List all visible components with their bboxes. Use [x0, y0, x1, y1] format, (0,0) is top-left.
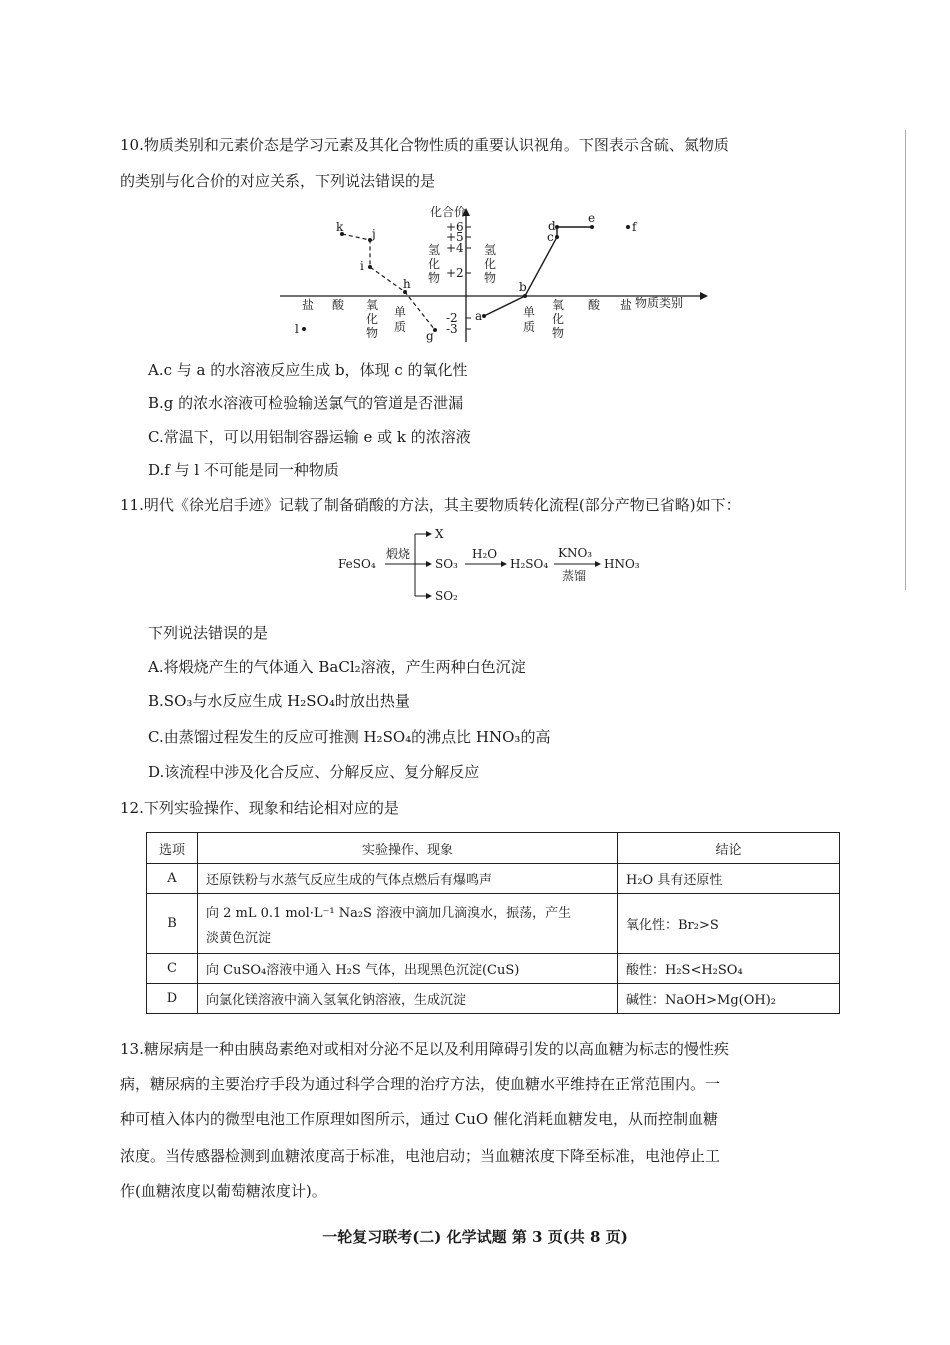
- svg-text:单: 单: [523, 305, 536, 319]
- svg-text:f: f: [632, 220, 637, 234]
- row-d-operation: 向氯化镁溶液中滴入氢氧化钠溶液，生成沉淀: [198, 984, 618, 1014]
- flow-x: X: [435, 527, 444, 541]
- svg-text:l: l: [295, 322, 299, 336]
- svg-text:h: h: [403, 277, 411, 291]
- point-h: [403, 277, 411, 294]
- table-row: [147, 894, 840, 954]
- header-conclusion: 结论: [618, 833, 840, 864]
- svg-text:氧: 氧: [552, 298, 565, 312]
- q10-option-c: C.常温下，可以用铝制容器运输 e 或 k 的浓溶液: [148, 428, 471, 446]
- q10-option-b: B.g 的浓水溶液可检验输送氯气的管道是否泄漏: [148, 394, 464, 412]
- svg-text:i: i: [360, 259, 364, 273]
- svg-text:氧: 氧: [366, 298, 379, 312]
- cat-right-element: [523, 305, 535, 334]
- header-operation: 实验操作、现象: [198, 833, 618, 864]
- svg-text:d: d: [548, 219, 556, 233]
- tick-plus4: +4: [446, 241, 464, 255]
- q11-option-c: C.由蒸馏过程发生的反应可推测 H₂SO₄的沸点比 HNO₃的高: [148, 728, 551, 746]
- row-d-conclusion: 碱性：NaOH>Mg(OH)₂: [618, 984, 840, 1014]
- cat-left-oxide: [366, 298, 378, 340]
- row-b-operation: [198, 894, 618, 954]
- cat-right-salt: 盐: [620, 298, 633, 312]
- point-a: [475, 309, 486, 323]
- table-row: [147, 954, 840, 984]
- svg-text:质: 质: [394, 320, 407, 334]
- flow-so2: SO₂: [435, 589, 458, 603]
- q10-option-a: A.c 与 a 的水溶液反应生成 b，体现 c 的氧化性: [148, 361, 468, 379]
- cat-left-salt: 盐: [302, 298, 315, 312]
- q11-stem: 11.明代《徐光启手迹》记载了制备硝酸的方法，其主要物质转化流程(部分产物已省略)如下：: [120, 496, 741, 514]
- table-row: [147, 984, 840, 1014]
- valence-category-diagram: [270, 196, 720, 346]
- svg-text:j: j: [372, 227, 376, 241]
- q12-stem: 12.下列实验操作、现象和结论相对应的是: [120, 799, 399, 817]
- svg-text:化: 化: [552, 312, 565, 326]
- flow-h2o: H₂O: [472, 547, 498, 561]
- svg-text:氢: 氢: [484, 243, 497, 257]
- flow-distillation: 蒸馏: [562, 569, 587, 583]
- svg-text:质: 质: [523, 320, 536, 334]
- flow-hno3: HNO₃: [604, 557, 640, 571]
- q10-stem-line2: 的类别与化合价的对应关系，下列说法错误的是: [120, 172, 436, 190]
- flow-so3: SO₃: [435, 557, 458, 571]
- row-c-option: C: [147, 954, 198, 984]
- point-l: [295, 322, 306, 336]
- cat-right-acid: 酸: [588, 298, 601, 312]
- tick-minus3: -3: [446, 322, 458, 336]
- center-label-hydride: [428, 243, 440, 285]
- svg-text:物: 物: [552, 326, 565, 340]
- q13-line4: 浓度。当传感器检测到血糖浓度高于标准，电池启动；当血糖浓度下降至标准，电池停止工: [120, 1147, 721, 1165]
- table-header-row: [147, 833, 840, 864]
- q13-line5: 作(血糖浓度以葡萄糖浓度计)。: [120, 1182, 327, 1200]
- svg-text:物: 物: [366, 326, 379, 340]
- row-d-option: D: [147, 984, 198, 1014]
- svg-text:物: 物: [428, 271, 441, 285]
- point-k: [336, 220, 344, 236]
- row-b-option: B: [147, 894, 198, 954]
- center-label-oxide: [484, 243, 496, 285]
- svg-text:k: k: [336, 220, 344, 234]
- tick-plus5: +5: [446, 230, 464, 244]
- row-b-operation-line2: 淡黄色沉淀: [206, 930, 272, 946]
- row-c-operation: 向 CuSO₄溶液中通入 H₂S 气体，出现黑色沉淀(CuS): [198, 954, 618, 984]
- tick-plus2: +2: [446, 266, 464, 280]
- left-dashed-path: [342, 234, 435, 330]
- svg-text:化: 化: [428, 257, 441, 271]
- row-c-conclusion: 酸性：H₂S<H₂SO₄: [618, 954, 840, 984]
- svg-text:b: b: [519, 280, 527, 294]
- flow-feso4: FeSO₄: [338, 557, 376, 571]
- svg-text:c: c: [547, 230, 554, 244]
- svg-text:a: a: [475, 309, 483, 323]
- svg-text:g: g: [426, 329, 434, 343]
- flow-h2so4: H₂SO₄: [510, 557, 549, 571]
- row-b-conclusion: 氧化性：Br₂>S: [618, 894, 840, 954]
- q10-stem-line1: 10.物质类别和元素价态是学习元素及其化合物性质的重要认识视角。下图表示含硫、氮物质: [120, 136, 729, 154]
- tick-plus6: +6: [446, 220, 464, 234]
- tick-minus2: -2: [446, 311, 458, 325]
- point-g: [426, 328, 437, 343]
- header-option: 选项: [147, 833, 198, 864]
- page-edge-line: [905, 130, 906, 590]
- x-axis-label: 物质类别: [635, 296, 684, 310]
- q11-option-d: D.该流程中涉及化合反应、分解反应、复分解反应: [148, 763, 480, 781]
- svg-text:氢: 氢: [428, 243, 441, 257]
- q13-line2: 病，糖尿病的主要治疗手段为通过科学合理的治疗方法，使血糖水平维持在正常范围内。一: [120, 1075, 721, 1093]
- y-axis-label: 化合价: [430, 205, 467, 219]
- row-a-conclusion: H₂O 具有还原性: [618, 864, 840, 894]
- q13-line1: 13.糖尿病是一种由胰岛素绝对或相对分泌不足以及利用障碍引发的以高血糖为标志的慢性疾: [120, 1040, 729, 1058]
- table-row: [147, 864, 840, 894]
- point-b: [519, 280, 527, 298]
- point-j: [368, 227, 376, 242]
- row-b-operation-line1: 向 2 mL 0.1 mol·L⁻¹ Na₂S 溶液中滴加几滴溴水，振荡，产生: [206, 905, 572, 921]
- q12-table: [146, 832, 840, 1014]
- svg-text:物: 物: [484, 271, 497, 285]
- cat-left-element: [394, 305, 406, 334]
- q11-option-a: A.将煅烧产生的气体通入 BaCl₂溶液，产生两种白色沉淀: [148, 658, 526, 676]
- cat-left-acid: 酸: [332, 298, 345, 312]
- right-solid-path: [484, 227, 592, 316]
- svg-text:e: e: [588, 211, 596, 225]
- q13-line3: 种可植入体内的微型电池工作原理如图所示，通过 CuO 催化消耗血糖发电，从而控制血糖: [120, 1110, 718, 1128]
- svg-text:化: 化: [484, 257, 497, 271]
- row-a-option: A: [147, 864, 198, 894]
- q11-lead: 下列说法错误的是: [148, 624, 269, 642]
- nitric-acid-flowchart: [330, 522, 660, 612]
- row-a-operation: 还原铁粉与水蒸气反应生成的气体点燃后有爆鸣声: [198, 864, 618, 894]
- page-footer: 一轮复习联考(二) 化学试题 第 3 页(共 8 页): [322, 1228, 628, 1246]
- q10-option-d: D.f 与 l 不可能是同一种物质: [148, 461, 339, 479]
- svg-text:单: 单: [394, 305, 407, 319]
- x-axis-arrow: [700, 292, 708, 300]
- svg-text:化: 化: [366, 312, 379, 326]
- point-f: [626, 220, 638, 234]
- q11-option-b: B.SO₃与水反应生成 H₂SO₄时放出热量: [148, 692, 410, 710]
- flow-calcination: 煅烧: [386, 547, 411, 561]
- flow-kno3: KNO₃: [558, 546, 593, 560]
- cat-right-oxide: [552, 298, 564, 340]
